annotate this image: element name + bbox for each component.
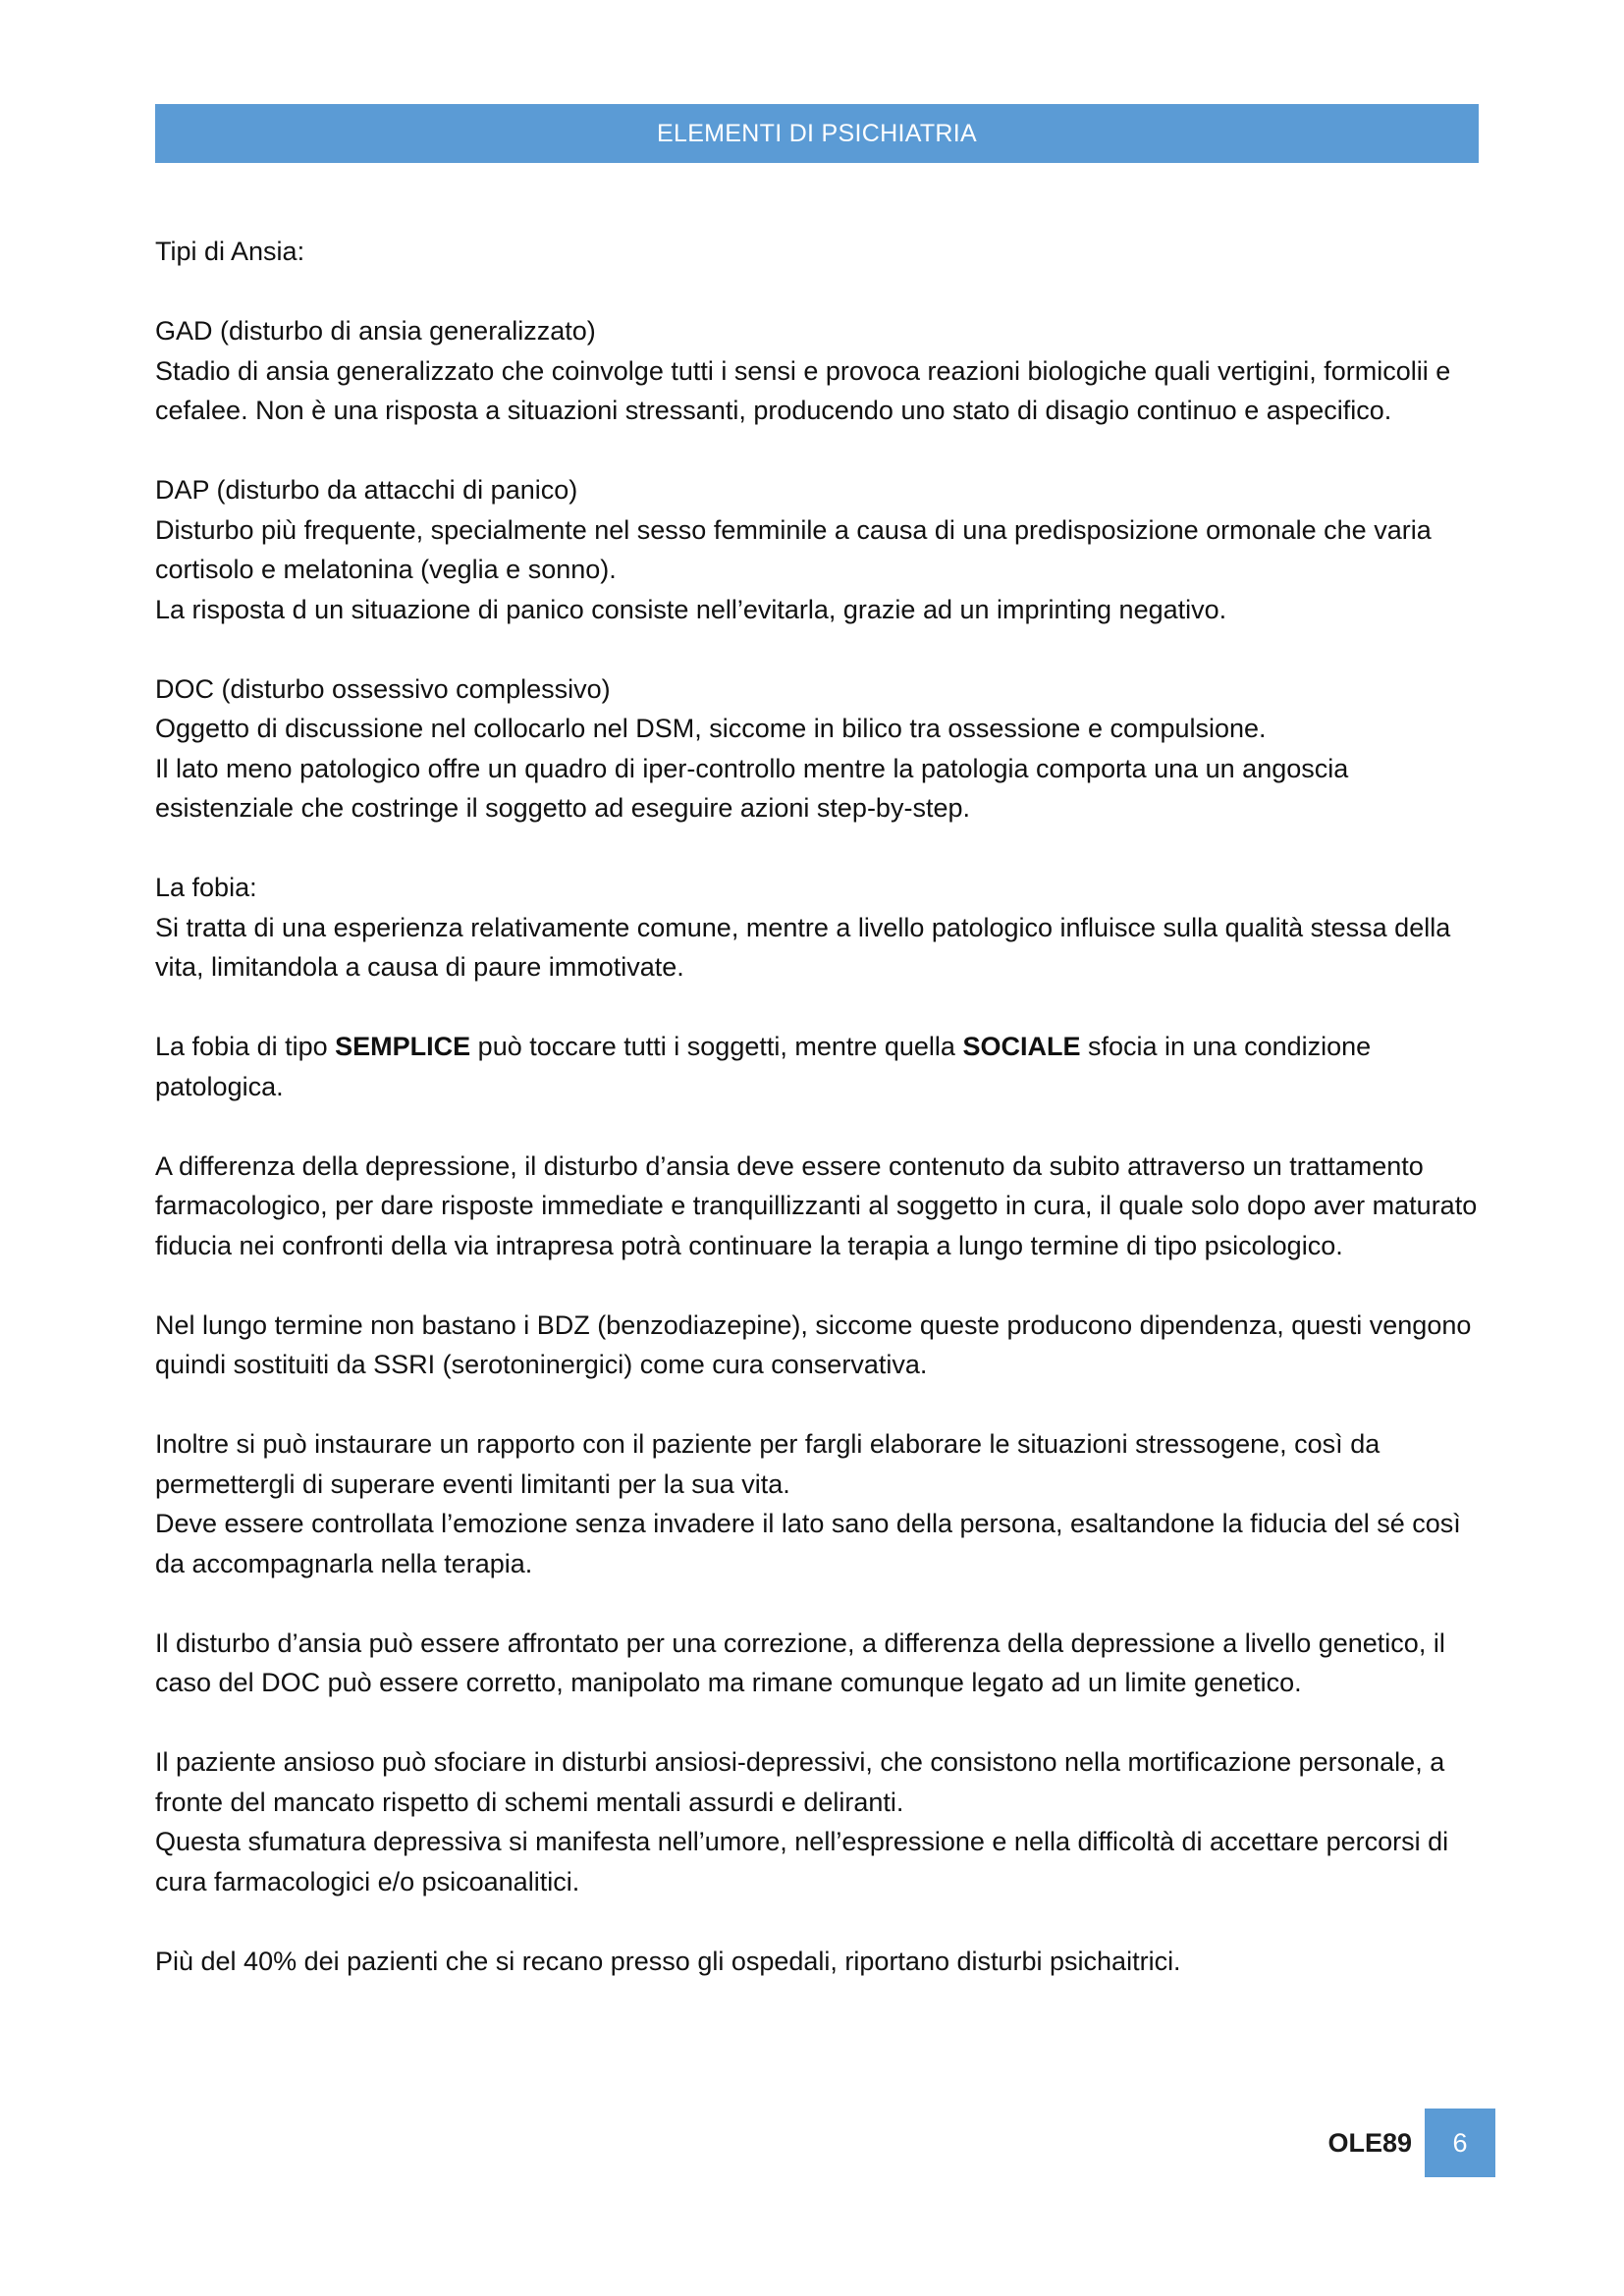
header-title: ELEMENTI DI PSICHIATRIA (657, 120, 977, 147)
footer-author: OLE89 (1327, 2128, 1412, 2158)
paragraph-la-fobia: La fobia: Si tratta di una esperienza relativamente comune, mentre a livello patologico influisce sulla qualità stessa della vita, limitandola a causa di paure immotivate. (155, 873, 1451, 982)
page-number-badge (1425, 2109, 1495, 2177)
paragraph-lungo-termine: Nel lungo termine non bastano i BDZ (benzodiazepine), siccome queste producono dipendenza, questi vengono quindi sostituiti da SSRI (serotoninergici) come cura conservativa. (155, 1309, 1472, 1379)
paragraph-statistica: Più del 40% dei pazienti che si recano presso gli ospedali, riportano disturbi psichaitrici. (155, 1946, 1181, 1976)
paragraph-correzione: Il disturbo d’ansia può essere affrontato per una correzione, a differenza della depressione a livello genetico, il caso del DOC può essere corretto, manipolato ma rimane comunque legato ad un limite genetico. (155, 1628, 1445, 1697)
paragraph-doc: DOC (disturbo ossessivo complessivo) Oggetto di discussione nel collocarlo nel DSM, siccome in bilico tra ossessione e compulsione. Il lato meno patologico offre un quadro di iper-controllo mentre la patologia comporta una un angoscia esistenziale che costringe il soggetto ad eseguire azioni step-by-step. (155, 673, 1349, 823)
page-footer (0, 2109, 1624, 2177)
paragraph-ansiosi-depressivi: Il paziente ansioso può sfociare in disturbi ansiosi-depressivi, che consistono nella mortificazione personale, a fronte del mancato rispetto di schemi mentali assurdi e deliranti. Questa sfumatura depressiva si manifesta nell’umore, nell’espressione e nella difficoltà di accettare percorsi di cura farmacologici e/o psicoanalitici. (155, 1747, 1449, 1896)
page-number: 6 (1452, 2128, 1468, 2158)
document-body (155, 232, 1490, 2021)
paragraph-tipi-di-ansia: Tipi di Ansia: (155, 237, 305, 266)
paragraph-fobia-tipi: La fobia di tipo SEMPLICE può toccare tutti i soggetti, mentre quella SOCIALE sfocia in una condizione patologica. (155, 1032, 1372, 1101)
paragraph-gad: GAD (disturbo di ansia generalizzato) Stadio di ansia generalizzato che coinvolge tutti i sensi e provoca reazioni biologiche quali vertigini, formicolii e cefalee. Non è una risposta a situazioni stressanti, producendo uno stato di disagio continuo e aspecifico. (155, 316, 1451, 425)
paragraph-differenza-depressione: A differenza della depressione, il disturbo d’ansia deve essere contenuto da subito attraverso un trattamento farmacologico, per dare risposte immediate e tranquillizzanti al soggetto in cura, il quale solo dopo aver maturato fiducia nei confronti della via intrapresa potrà continuare la terapia a lungo termine di tipo psicologico. (155, 1150, 1478, 1260)
paragraph-rapporto-paziente: Inoltre si può instaurare un rapporto con il paziente per fargli elaborare le situazioni stressogene, così da permettergli di superare eventi limitanti per la sua vita. Deve essere controllata l’emozione senza invadere il lato sano della persona, esaltandone la fiducia del sé così da accompagnarla nella terapia. (155, 1429, 1461, 1578)
header-title-bar (155, 104, 1479, 163)
paragraph-dap: DAP (disturbo da attacchi di panico) Disturbo più frequente, specialmente nel sesso femminile a causa di una predisposizione ormonale che varia cortisolo e melatonina (veglia e sonno). La risposta d un situazione di panico consiste nell’evitarla, grazie ad un imprinting negativo. (155, 475, 1432, 624)
